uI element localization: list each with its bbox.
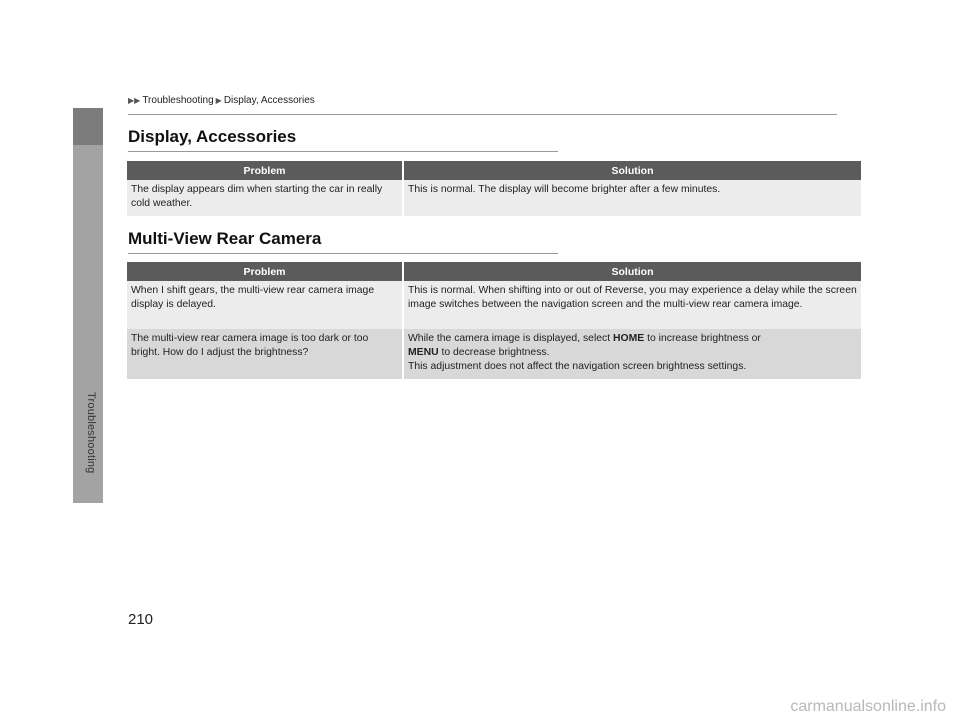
solution-cell: This is normal. The display will become brighter after a few minutes. — [403, 180, 861, 216]
section-title-underline — [128, 253, 558, 254]
table-row — [127, 180, 861, 216]
solution-cell: This is normal. When shifting into or out of Reverse, you may experience a delay while the screen image switches between the navigation screen and the multi-view rear camera image. — [403, 281, 861, 329]
solution-cell — [403, 329, 861, 379]
solution-text: to increase brightness or — [644, 333, 761, 344]
watermark: carmanualsonline.info — [790, 698, 946, 715]
table-row — [127, 329, 861, 379]
solution-text: This adjustment does not affect the navigation screen brightness settings. — [408, 361, 747, 372]
breadcrumb — [128, 95, 315, 106]
column-header-solution: Solution — [403, 161, 861, 180]
solution-text: to decrease brightness. — [438, 347, 550, 358]
menu-button-label: MENU — [408, 347, 439, 358]
section-title: Display, Accessories — [128, 127, 297, 146]
arrow-right-icon: ▶▶ — [128, 96, 141, 105]
problem-cell: The display appears dim when starting the car in really cold weather. — [127, 180, 403, 216]
arrow-right-icon: ▶ — [215, 96, 222, 105]
column-header-problem: Problem — [127, 262, 403, 281]
table-row — [127, 281, 861, 329]
solution-text: While the camera image is displayed, select — [408, 333, 614, 344]
column-header-problem: Problem — [127, 161, 403, 180]
problem-solution-table — [127, 262, 861, 379]
breadcrumb-item: Display, Accessories — [223, 95, 315, 106]
header-divider — [128, 114, 837, 115]
problem-cell: The multi-view rear camera image is too dark or too bright. How do I adjust the brightness? — [127, 329, 403, 379]
breadcrumb-item: Troubleshooting — [142, 95, 214, 106]
section-title: Multi-View Rear Camera — [128, 229, 322, 248]
column-header-solution: Solution — [403, 262, 861, 281]
page-number: 210 — [128, 611, 154, 628]
sidebar-label: Troubleshooting — [85, 392, 97, 474]
problem-solution-table — [127, 161, 861, 216]
section-title-underline — [128, 151, 558, 152]
problem-cell: When I shift gears, the multi-view rear camera image display is delayed. — [127, 281, 403, 329]
side-tab-marker — [73, 108, 103, 145]
home-button-label: HOME — [613, 333, 645, 344]
